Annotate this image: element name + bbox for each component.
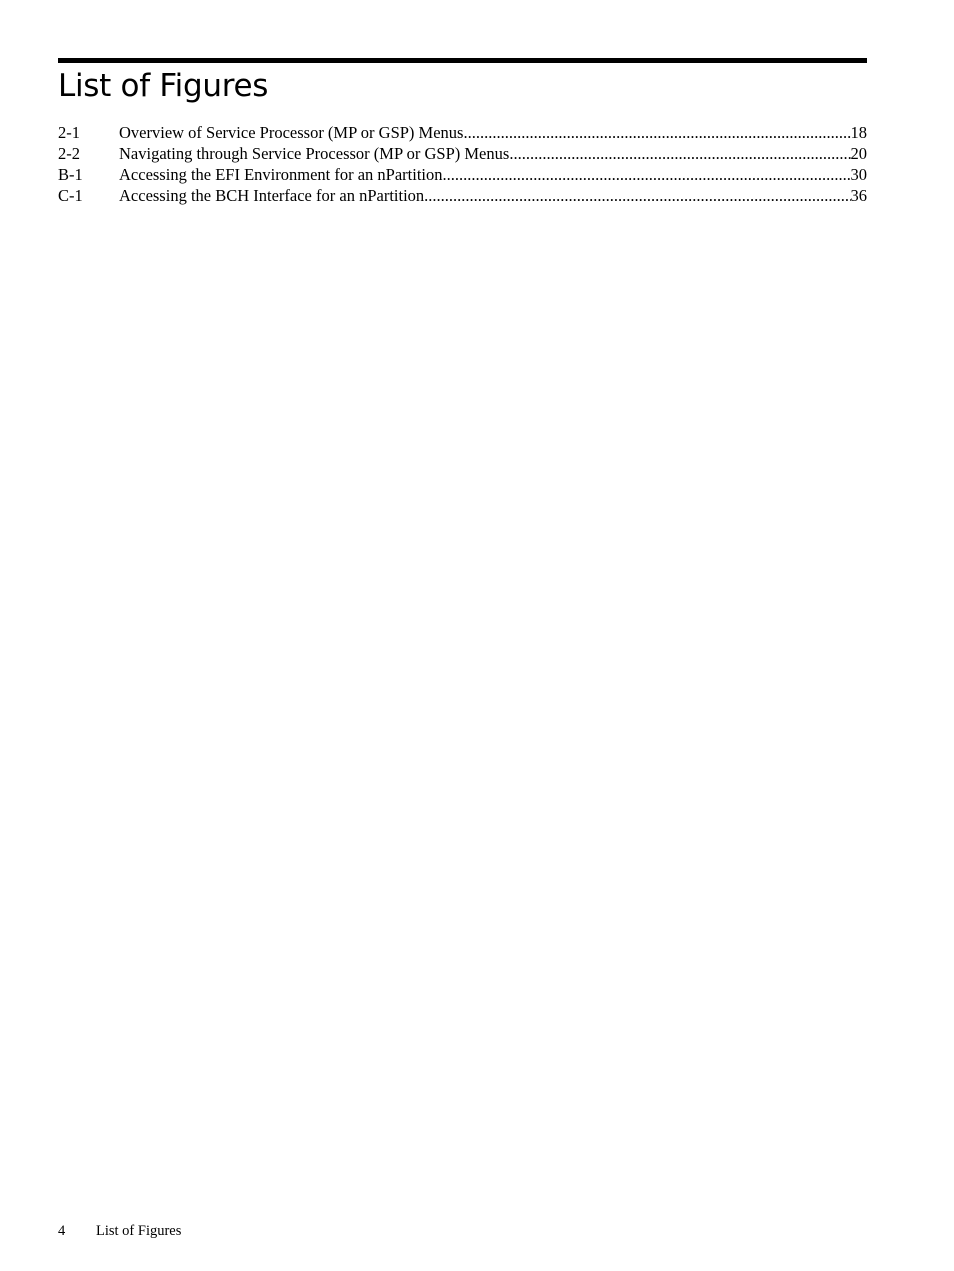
page-footer xyxy=(58,1221,181,1241)
dot-leader xyxy=(509,143,850,164)
figure-page-number[interactable]: 36 xyxy=(850,186,867,205)
figure-entry-b-1[interactable] xyxy=(58,164,867,185)
header-rule xyxy=(58,58,867,63)
figure-page-number[interactable]: 30 xyxy=(850,165,867,184)
figure-title[interactable]: Accessing the BCH Interface for an nPartition xyxy=(119,186,425,205)
figure-entry-c-1[interactable] xyxy=(58,185,867,206)
footer-section-title: List of Figures xyxy=(96,1223,182,1239)
page-title: List of Figures xyxy=(58,68,269,104)
figure-title[interactable]: Navigating through Service Processor (MP or GSP) Menus xyxy=(119,144,510,163)
figure-entry-2-1[interactable] xyxy=(58,122,867,143)
dot-leader xyxy=(443,164,851,185)
figure-title[interactable]: Overview of Service Processor (MP or GSP) Menus xyxy=(119,123,464,142)
dot-leader xyxy=(463,122,850,143)
footer-page-number: 4 xyxy=(58,1223,66,1239)
figure-page-number[interactable]: 20 xyxy=(850,144,867,163)
figure-list xyxy=(58,122,867,206)
figure-number: C-1 xyxy=(58,186,83,205)
figure-page-number[interactable]: 18 xyxy=(850,123,867,142)
figure-title[interactable]: Accessing the EFI Environment for an nPartition xyxy=(119,165,443,184)
figure-number: 2-2 xyxy=(58,144,80,163)
figure-number: 2-1 xyxy=(58,123,80,142)
figure-entry-2-2[interactable] xyxy=(58,143,867,164)
figure-number: B-1 xyxy=(58,165,83,184)
dot-leader xyxy=(424,185,850,206)
